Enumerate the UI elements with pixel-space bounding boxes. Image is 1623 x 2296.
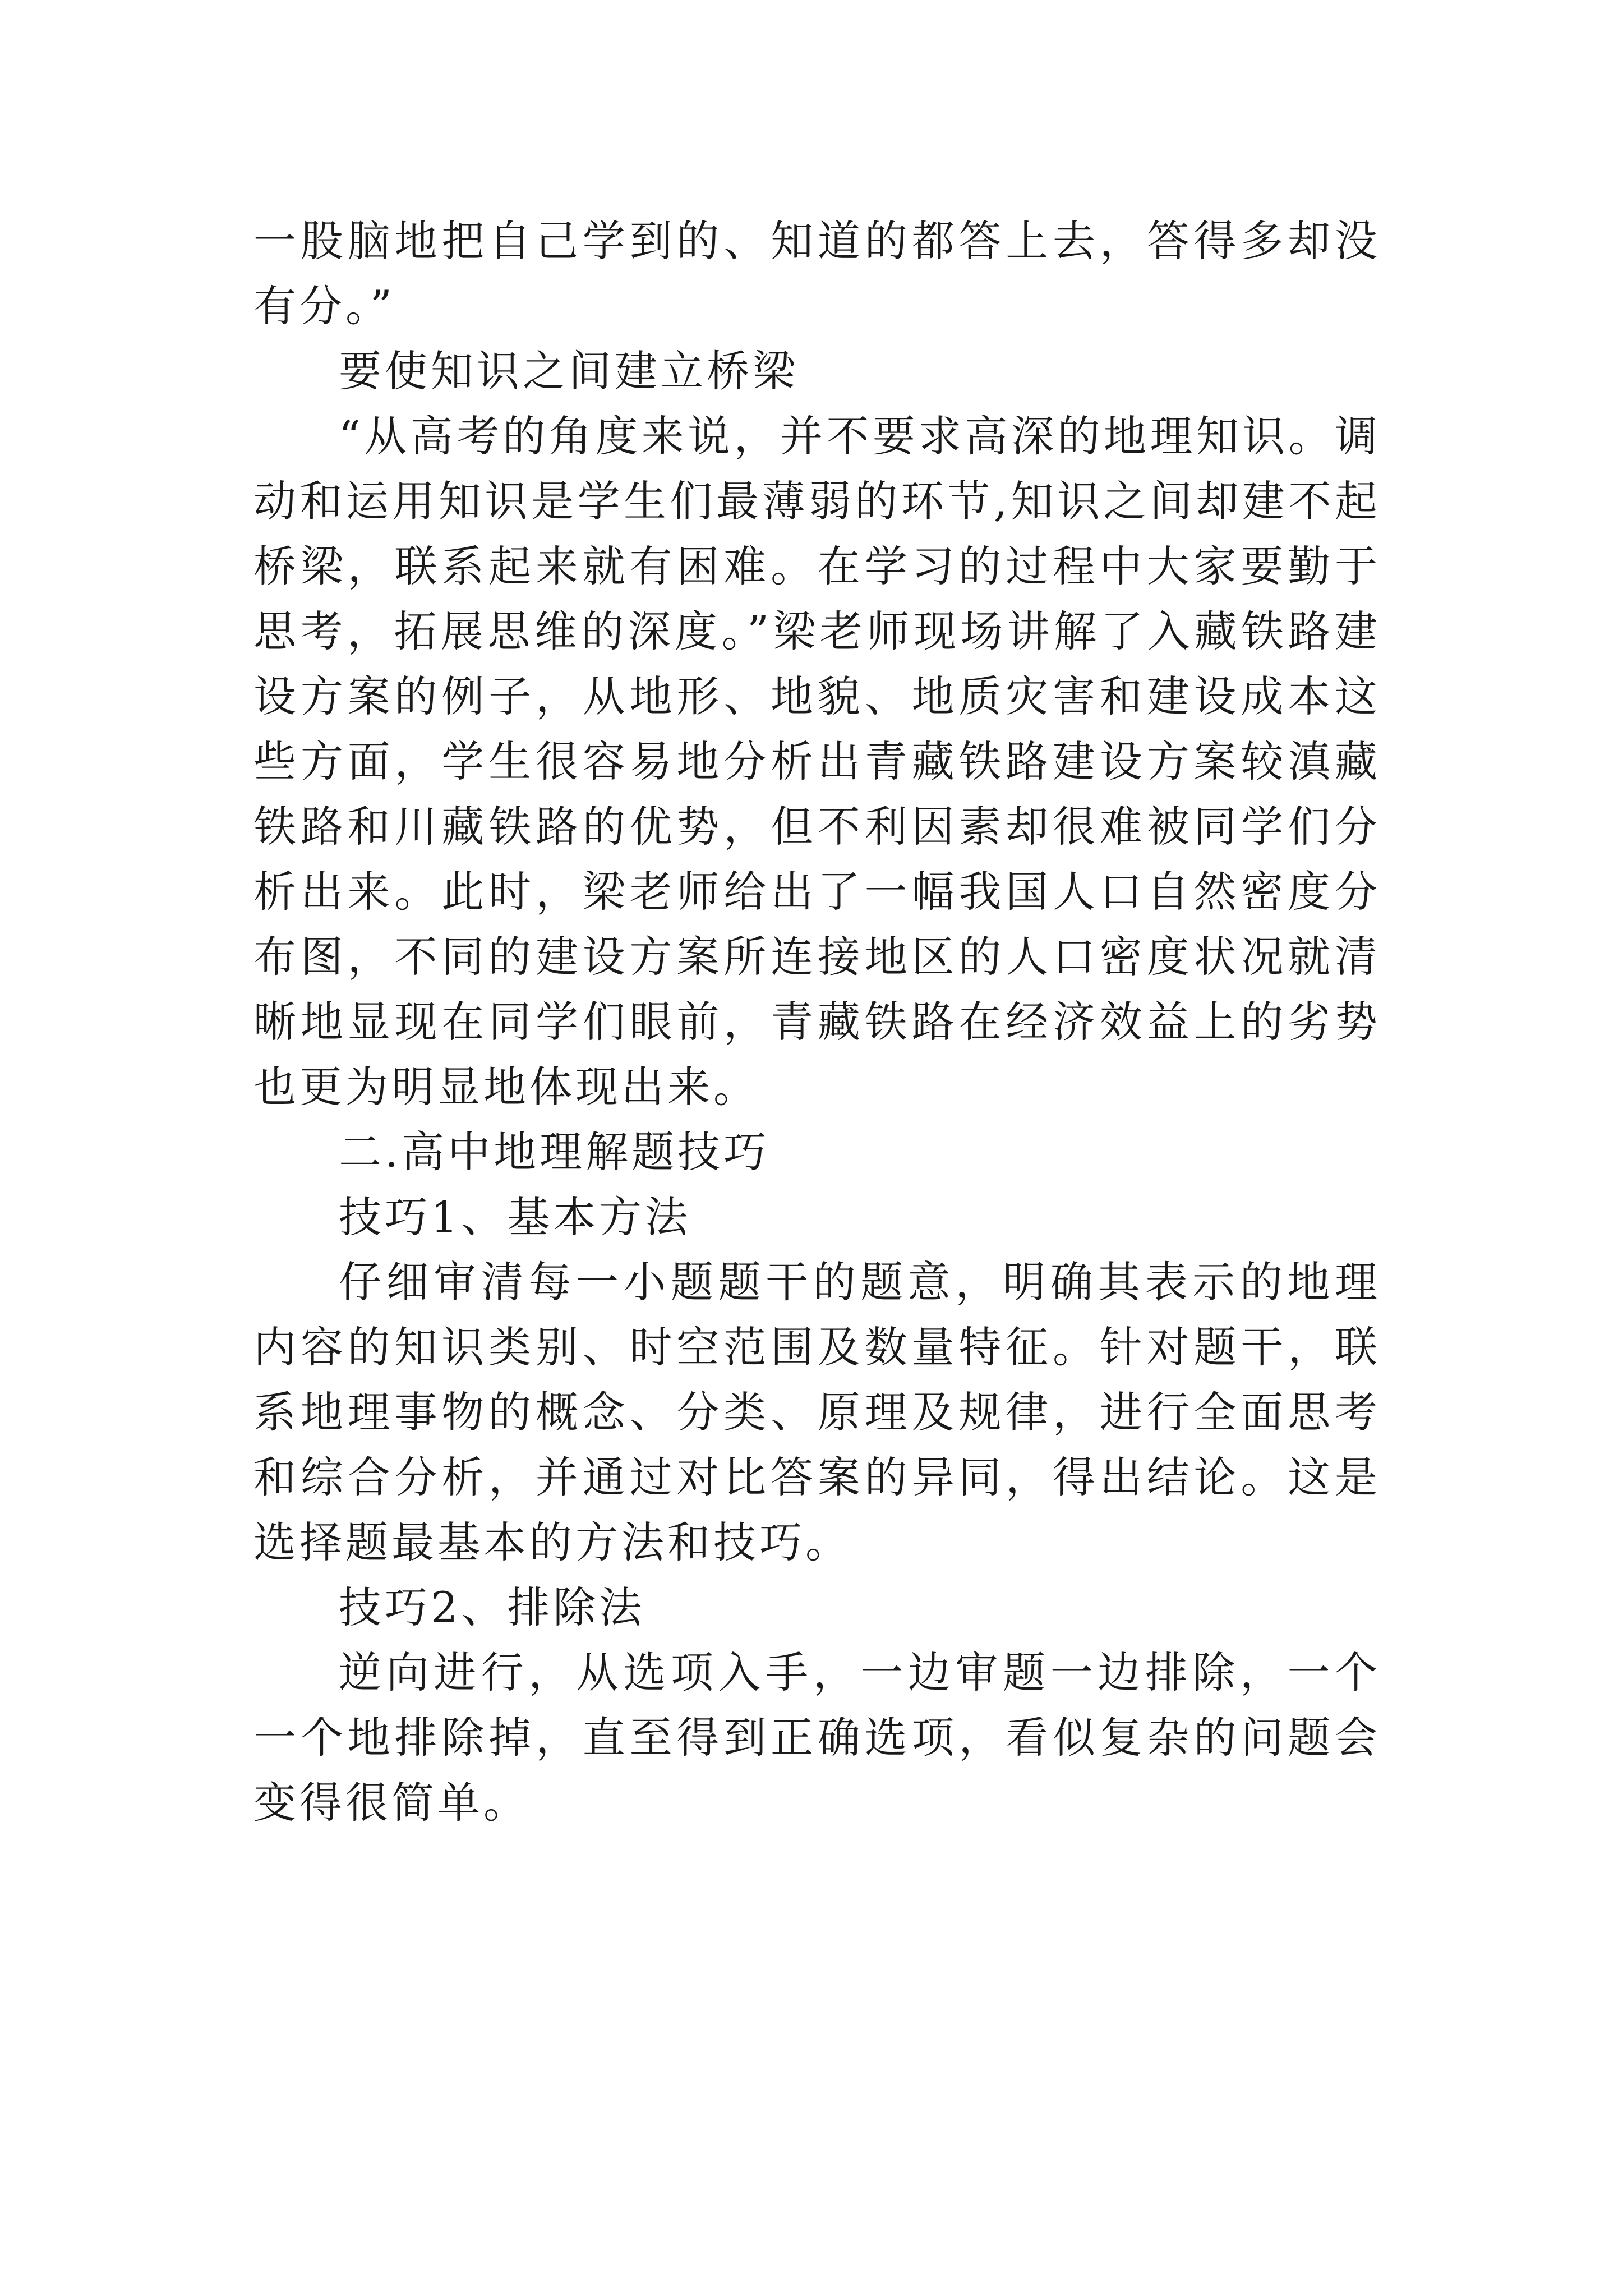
subheading-technique-2: 技巧2、排除法 [339, 1582, 645, 1632]
paragraph-continuation: 一股脑地把自己学到的、知道的都答上去，答得多却没有分。” [253, 216, 1381, 331]
paragraph-technique-1: 仔细审清每一小题题干的题意，明确其表示的地理内容的知识类别、时空范围及数量特征。针对题干，联系地理事物的概念、分类、原理及规律，进行全面思考和综合分析，并通过对比答案的异同，得出结论。这是选择题最基本的方法和技巧。 [253, 1257, 1381, 1567]
section-heading-bridge: 要使知识之间建立桥梁 [339, 346, 799, 396]
subheading-technique-1: 技巧1、基本方法 [339, 1192, 691, 1242]
section-heading-techniques: 二.高中地理解题技巧 [339, 1127, 770, 1177]
paragraph-technique-2: 逆向进行，从选项入手，一边审题一边排除，一个一个地排除掉，直至得到正确选项，看似复杂的问题会变得很简单。 [253, 1648, 1381, 1828]
document-body [253, 209, 1381, 1835]
paragraph-bridge-quote: “从高考的角度来说，并不要求高深的地理知识。调动和运用知识是学生们最薄弱的环节,知识之间却建不起桥梁，联系起来就有困难。在学习的过程中大家要勤于思考，拓展思维的深度。”梁老师现场讲解了入藏铁路建设方案的例子，从地形、地貌、地质灾害和建设成本这些方面，学生很容易地分析出青藏铁路建设方案较滇藏铁路和川藏铁路的优势，但不利因素却很难被同学们分析出来。此时，梁老师给出了一幅我国人口自然密度分布图，不同的建设方案所连接地区的人口密度状况就清晰地显现在同学们眼前，青藏铁路在经济效益上的劣势也更为明显地体现出来。 [253, 411, 1381, 1112]
